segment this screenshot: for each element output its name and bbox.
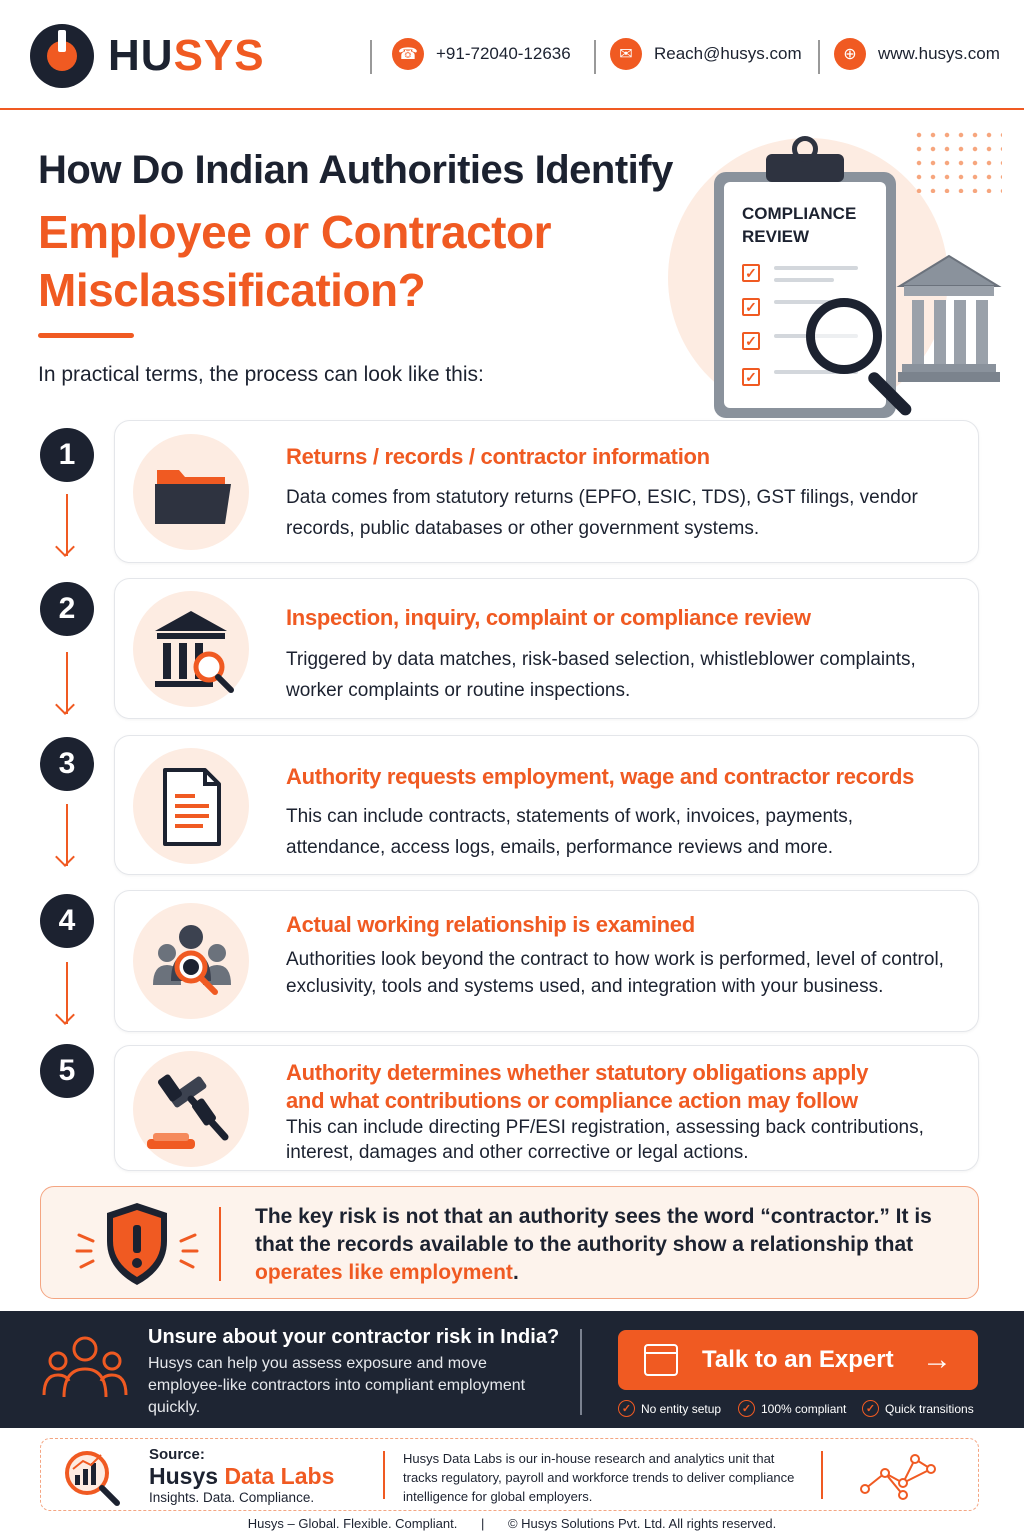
email-address: Reach@husys.com <box>654 44 802 63</box>
phone-icon: ☎ <box>392 38 424 70</box>
step-icon-background <box>133 903 249 1019</box>
source-box <box>40 1438 979 1511</box>
source-label: Source: <box>149 1446 205 1463</box>
step-arrow <box>56 962 78 1030</box>
check-circle-icon: ✓ <box>618 1400 635 1417</box>
step-title: Inspection, inquiry, complaint or compliance review <box>286 605 811 630</box>
magnifier-icon <box>806 298 882 374</box>
step-card <box>114 735 979 875</box>
header <box>0 0 1024 110</box>
step-arrow <box>56 652 78 720</box>
step-card <box>114 578 979 719</box>
document-icon <box>133 748 249 864</box>
intro-text: In practical terms, the process can look like this: <box>38 363 484 386</box>
step-number: 4 <box>40 894 94 948</box>
warning-shield-icon <box>73 1201 201 1289</box>
source-tagline: Insights. Data. Compliance. <box>149 1490 315 1505</box>
step-title: Returns / records / contractor information <box>286 444 710 469</box>
check-circle-icon: ✓ <box>738 1400 755 1417</box>
step-number: 2 <box>40 582 94 636</box>
step-title: Authority determines whether statutory obligations apply and what contributions or compliance action may follow <box>286 1060 869 1113</box>
step-card <box>114 420 979 563</box>
checkbox-icon: ✓ <box>742 298 760 316</box>
step-description: Data comes from statutory returns (EPFO, ESIC, TDS), GST filings, vendor records, public databases or other government systems. <box>286 487 918 539</box>
bank-search-icon <box>133 591 249 707</box>
footer-tagline: Husys – Global. Flexible. Compliant. <box>247 1516 458 1531</box>
step-card <box>114 890 979 1032</box>
step-card <box>114 1045 979 1171</box>
website-url: www.husys.com <box>878 44 1000 63</box>
gavel-icon <box>133 1051 249 1167</box>
footer-copyright: © Husys Solutions Pvt. Ltd. All rights reserved. <box>507 1516 777 1531</box>
key-risk-text: The key risk is not that an authority sees the word “contractor.” It is that the records available to the authority show a relationship that operates like employment. <box>255 1205 932 1284</box>
step-icon-background <box>133 748 249 864</box>
people-group-icon <box>42 1333 128 1403</box>
step-title: Actual working relationship is examined <box>286 912 695 937</box>
step-description: Authorities look beyond the contract to how work is performed, level of control, exclusivity, tools and systems used, and integration with your business. <box>286 949 944 997</box>
cta-description: Husys can help you assess exposure and move employee-like contractors into compliant employment quickly. <box>148 1355 526 1416</box>
header-divider <box>370 40 372 74</box>
check-circle-icon: ✓ <box>862 1400 879 1417</box>
step-title: Authority requests employment, wage and contractor records <box>286 764 915 789</box>
source-name: Husys Data Labs <box>149 1463 335 1489</box>
page-title-line2: Employee or Contractor Misclassification? <box>38 206 551 316</box>
checkbox-icon: ✓ <box>742 264 760 282</box>
website-contact[interactable] <box>834 38 1000 70</box>
people-search-icon <box>133 903 249 1019</box>
step-number: 5 <box>40 1044 94 1098</box>
analytics-magnifier-icon <box>61 1447 131 1507</box>
cta-divider <box>580 1329 582 1415</box>
husys-logo[interactable] <box>30 24 265 88</box>
arrow-right-icon: → <box>922 1343 952 1376</box>
step-icon-background <box>133 434 249 550</box>
source-description: Husys Data Labs is our in-house research and analytics unit that tracks regulatory, payroll and workforce trends to deliver compliance intelligence for global employers. <box>403 1451 795 1504</box>
source-divider <box>383 1451 385 1499</box>
step-icon-background <box>133 591 249 707</box>
globe-icon: ⊕ <box>834 38 866 70</box>
key-risk-callout <box>40 1186 979 1299</box>
page-title-line1: How Do Indian Authorities Identify <box>38 148 673 192</box>
calendar-icon <box>644 1344 678 1376</box>
checkbox-icon: ✓ <box>742 332 760 350</box>
step-description: This can include contracts, statements of work, invoices, payments, attendance, access logs, emails, performance reviews and more. <box>286 806 854 858</box>
step-arrow <box>56 494 78 562</box>
title-underline <box>38 333 134 338</box>
brand-name: HUSYS <box>108 31 265 80</box>
step-number: 1 <box>40 428 94 482</box>
cta-title: Unsure about your contractor risk in India? <box>148 1326 560 1348</box>
footer <box>0 1516 1024 1531</box>
government-building-icon <box>896 252 1002 384</box>
header-divider <box>594 40 596 74</box>
clipboard-title: COMPLIANCE REVIEW <box>742 204 857 246</box>
source-divider <box>821 1451 823 1499</box>
step-number: 3 <box>40 737 94 791</box>
dots-decoration <box>912 128 1002 193</box>
footer-separator: | <box>480 1516 485 1531</box>
feature-badge: ✓ No entity setup <box>618 1400 721 1417</box>
phone-contact[interactable] <box>392 38 571 70</box>
email-contact[interactable] <box>610 38 802 70</box>
feature-badge: ✓ Quick transitions <box>862 1400 974 1417</box>
folder-icon <box>133 434 249 550</box>
talk-to-expert-button[interactable] <box>618 1330 978 1390</box>
logo-mark-icon <box>30 24 94 88</box>
mail-icon: ✉ <box>610 38 642 70</box>
network-graph-icon <box>859 1449 939 1501</box>
feature-badge: ✓ 100% compliant <box>738 1400 846 1417</box>
step-icon-background <box>133 1051 249 1167</box>
step-description: Triggered by data matches, risk-based selection, whistleblower complaints, worker complaints or routine inspections. <box>286 649 916 701</box>
header-divider <box>818 40 820 74</box>
step-arrow <box>56 804 78 872</box>
cta-banner <box>0 1311 1024 1428</box>
phone-number: +91-72040-12636 <box>436 44 571 63</box>
checkbox-icon: ✓ <box>742 368 760 386</box>
risk-divider <box>219 1207 221 1281</box>
step-description: This can include directing PF/ESI registration, assessing back contributions, interest, damages and other corrective or legal actions. <box>286 1117 924 1163</box>
button-label: Talk to an Expert <box>702 1346 894 1373</box>
